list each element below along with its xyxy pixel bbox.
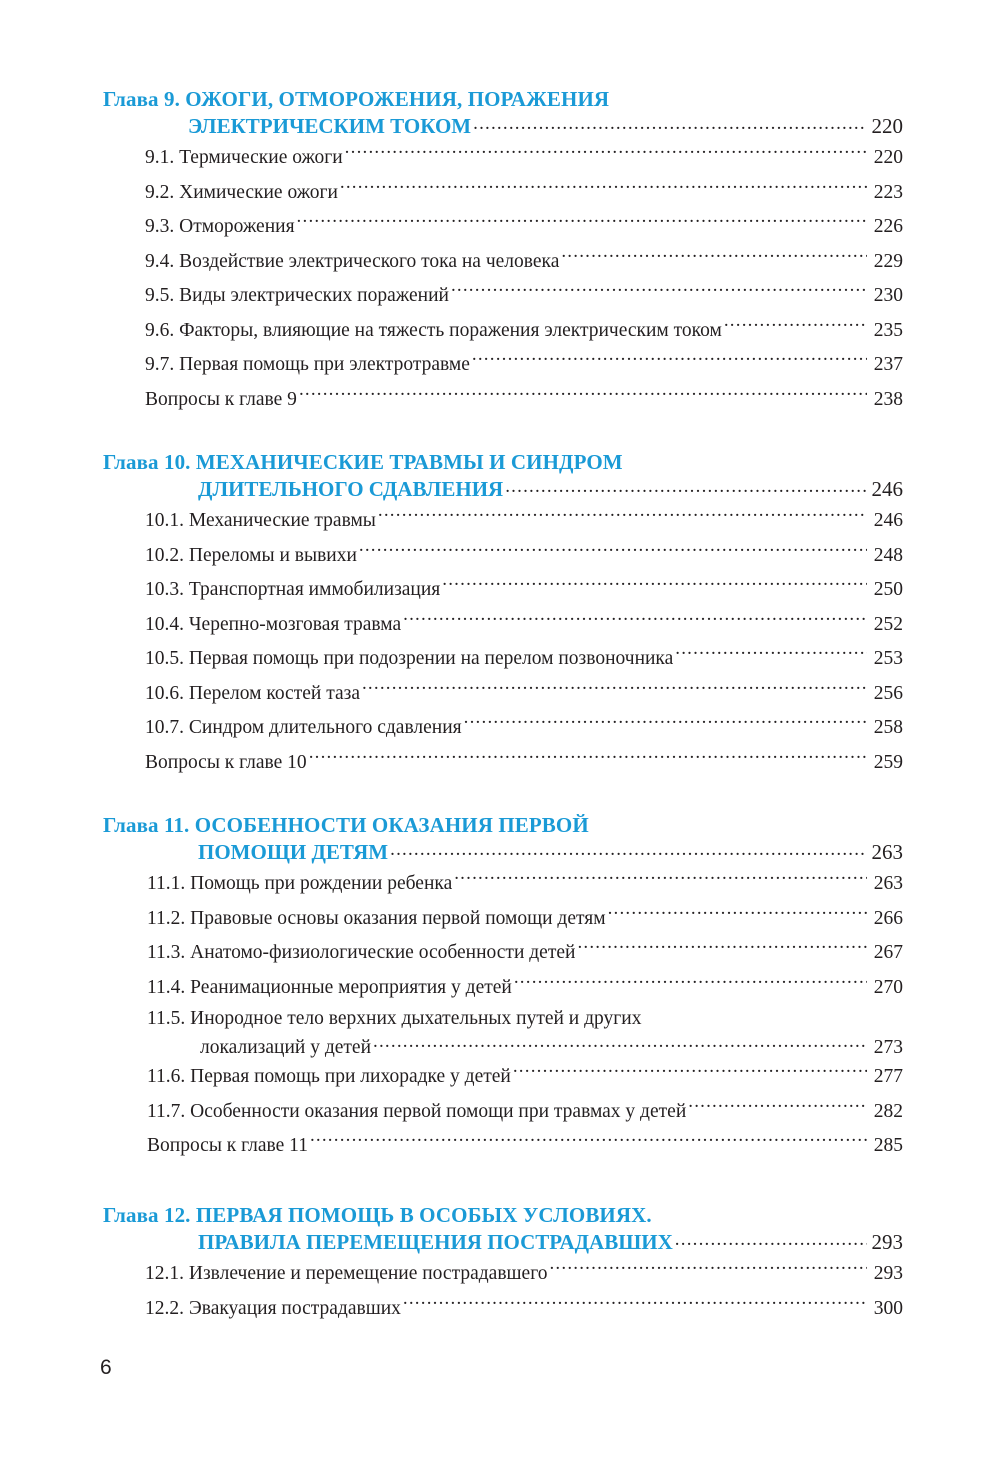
entry-label: 9.5. Виды электрических поражений bbox=[145, 285, 449, 306]
page-number: 248 bbox=[873, 544, 903, 566]
dot-leader bbox=[345, 144, 867, 164]
entry-label: локализаций у детей bbox=[200, 1036, 372, 1058]
dot-leader bbox=[403, 610, 867, 630]
entry-label: Вопросы к главе 9 bbox=[145, 388, 297, 410]
toc-entry[interactable] bbox=[103, 1257, 903, 1292]
dot-leader bbox=[549, 1260, 867, 1280]
dot-leader bbox=[577, 939, 867, 959]
dot-leader bbox=[403, 1294, 867, 1314]
dot-leader bbox=[451, 282, 867, 302]
chapter-title-line1: Глава 11. ОСОБЕННОСТИ ОКАЗАНИЯ ПЕРВОЙ bbox=[103, 813, 589, 837]
entry-label: 10.3. Транспортная иммобилизация bbox=[145, 579, 441, 600]
dot-leader bbox=[309, 748, 867, 768]
toc-entry[interactable] bbox=[103, 573, 903, 608]
dot-leader bbox=[454, 870, 867, 890]
entry-label: 11.3. Анатомо-физиологические особенности детей bbox=[147, 942, 576, 963]
toc-entry[interactable] bbox=[103, 141, 903, 176]
page-number: 230 bbox=[873, 285, 903, 306]
entry-continuation-row bbox=[103, 1033, 903, 1060]
dot-leader bbox=[340, 178, 867, 198]
dot-leader bbox=[608, 904, 867, 924]
page-number: 226 bbox=[873, 216, 903, 237]
chapter-heading-row[interactable] bbox=[103, 475, 903, 500]
toc-entry-questions[interactable] bbox=[103, 383, 903, 418]
chapter-title-line2: ПРАВИЛА ПЕРЕМЕЩЕНИЯ ПОСТРАДАВШИХ bbox=[198, 1230, 673, 1254]
page-number: 259 bbox=[873, 751, 903, 773]
page-number: 267 bbox=[873, 942, 903, 963]
page-number: 282 bbox=[873, 1100, 903, 1122]
toc-entry[interactable] bbox=[103, 608, 903, 643]
page-number: 250 bbox=[873, 579, 903, 600]
dot-leader bbox=[297, 213, 867, 233]
entry-label: 9.4. Воздействие электрического тока на человека bbox=[145, 250, 560, 272]
dot-leader bbox=[310, 1132, 867, 1152]
chapter-9 bbox=[103, 87, 903, 417]
chapter-heading-row[interactable] bbox=[103, 838, 903, 863]
toc-entry-questions[interactable] bbox=[103, 1129, 903, 1164]
entry-label: 11.7. Особенности оказания первой помощи при травмах у детей bbox=[147, 1100, 687, 1122]
chapter-title-line1: Глава 10. МЕХАНИЧЕСКИЕ ТРАВМЫ И СИНДРОМ bbox=[103, 450, 623, 474]
page-number: 293 bbox=[871, 1230, 903, 1254]
dot-leader bbox=[675, 645, 867, 665]
page-number: 229 bbox=[873, 250, 903, 272]
dot-leader bbox=[472, 351, 867, 371]
toc-entry[interactable] bbox=[103, 936, 903, 971]
page-number: 270 bbox=[873, 976, 903, 998]
footer-page-number: 6 bbox=[100, 1356, 112, 1379]
toc-entry-questions[interactable] bbox=[103, 746, 903, 781]
page-number: 266 bbox=[873, 907, 903, 929]
dot-leader bbox=[724, 316, 867, 336]
toc-entry[interactable] bbox=[103, 971, 903, 1006]
entry-label: 12.1. Извлечение и перемещение пострадавшего bbox=[145, 1263, 548, 1284]
chapter-12 bbox=[103, 1203, 903, 1326]
page-number: 235 bbox=[873, 319, 903, 341]
page-number: 277 bbox=[873, 1066, 903, 1087]
entry-label: 10.6. Перелом костей таза bbox=[145, 682, 360, 704]
toc-entry[interactable] bbox=[103, 314, 903, 349]
entry-label: 10.4. Черепно-мозговая травма bbox=[145, 613, 402, 635]
toc-entry[interactable] bbox=[103, 711, 903, 746]
entry-label-line1: 11.5. Инородное тело верхних дыхательных путей и других bbox=[147, 1008, 642, 1029]
dot-leader bbox=[373, 1033, 867, 1053]
page-number: 246 bbox=[871, 477, 903, 501]
dot-leader bbox=[442, 576, 867, 596]
chapter-heading-row[interactable] bbox=[103, 112, 903, 137]
entry-label: 9.2. Химические ожоги bbox=[145, 181, 338, 203]
chapter-title-line1: Глава 9. ОЖОГИ, ОТМОРОЖЕНИЯ, ПОРАЖЕНИЯ bbox=[103, 87, 610, 111]
chapter-title-line2: ПОМОЩИ ДЕТЯМ bbox=[198, 840, 389, 864]
dot-leader bbox=[359, 541, 867, 561]
entry-label: 10.5. Первая помощь при подозрении на перелом позвоночника bbox=[145, 648, 674, 669]
entry-label: Вопросы к главе 10 bbox=[145, 751, 307, 773]
page-number: 285 bbox=[873, 1135, 903, 1156]
dot-leader bbox=[362, 679, 867, 699]
page-number: 258 bbox=[873, 717, 903, 738]
page-number: 246 bbox=[873, 510, 903, 531]
toc-entry[interactable] bbox=[103, 279, 903, 314]
entry-label: 10.2. Переломы и вывихи bbox=[145, 544, 357, 566]
page-number: 220 bbox=[871, 114, 903, 138]
entry-label: 11.4. Реанимационные мероприятия у детей bbox=[147, 976, 512, 998]
toc-entry[interactable] bbox=[103, 1095, 903, 1130]
toc-entry[interactable] bbox=[103, 642, 903, 677]
page-number: 223 bbox=[873, 181, 903, 203]
toc-entry[interactable] bbox=[103, 210, 903, 245]
dot-leader bbox=[513, 1063, 867, 1083]
page-number: 263 bbox=[871, 840, 903, 864]
toc-entry-multiline[interactable] bbox=[103, 1005, 903, 1060]
dot-leader bbox=[390, 838, 867, 859]
entry-label: 10.1. Механические травмы bbox=[145, 510, 376, 531]
page-number: 273 bbox=[873, 1036, 903, 1058]
toc-entry[interactable] bbox=[103, 902, 903, 937]
chapter-title-line1: Глава 12. ПЕРВАЯ ПОМОЩЬ В ОСОБЫХ УСЛОВИЯХ. bbox=[103, 1203, 652, 1227]
page-number: 252 bbox=[873, 613, 903, 635]
chapter-11 bbox=[103, 813, 903, 1164]
dot-leader bbox=[514, 973, 867, 993]
dot-leader bbox=[688, 1097, 867, 1117]
dot-leader bbox=[299, 385, 867, 405]
page-number: 263 bbox=[873, 873, 903, 894]
toc-entry[interactable] bbox=[103, 1060, 903, 1095]
dot-leader bbox=[378, 507, 867, 527]
chapter-10 bbox=[103, 450, 903, 780]
entry-label: Вопросы к главе 11 bbox=[147, 1135, 308, 1156]
entry-label: 9.1. Термические ожоги bbox=[145, 147, 343, 168]
chapter-heading-row[interactable] bbox=[103, 1228, 903, 1253]
toc-entry[interactable] bbox=[103, 504, 903, 539]
toc-entry[interactable] bbox=[103, 539, 903, 574]
page-number: 300 bbox=[873, 1297, 903, 1319]
dot-leader bbox=[561, 247, 867, 267]
page-number: 238 bbox=[873, 388, 903, 410]
page-number: 220 bbox=[873, 147, 903, 168]
dot-leader bbox=[505, 475, 867, 496]
dot-leader bbox=[473, 112, 867, 133]
dot-leader bbox=[464, 714, 867, 734]
entry-label: 9.3. Отморожения bbox=[145, 216, 295, 237]
page-number: 237 bbox=[873, 354, 903, 375]
entry-label: 9.7. Первая помощь при электротравме bbox=[145, 354, 470, 375]
entry-label: 10.7. Синдром длительного сдавления bbox=[145, 717, 462, 738]
chapter-title-line2: ЭЛЕКТРИЧЕСКИМ ТОКОМ bbox=[188, 114, 472, 138]
toc-entry[interactable] bbox=[103, 176, 903, 211]
toc-entry[interactable] bbox=[103, 348, 903, 383]
page-number: 256 bbox=[873, 682, 903, 704]
toc-entry[interactable] bbox=[103, 245, 903, 280]
page-number: 293 bbox=[873, 1263, 903, 1284]
entry-label: 11.6. Первая помощь при лихорадке у детей bbox=[147, 1066, 511, 1087]
toc-entry[interactable] bbox=[103, 1292, 903, 1327]
entry-label: 9.6. Факторы, влияющие на тяжесть поражения электрическим током bbox=[145, 319, 722, 341]
toc-entry[interactable] bbox=[103, 677, 903, 712]
dot-leader bbox=[675, 1228, 867, 1249]
entry-label: 11.2. Правовые основы оказания первой помощи детям bbox=[147, 907, 606, 929]
chapter-title-line2: ДЛИТЕЛЬНОГО СДАВЛЕНИЯ bbox=[198, 477, 504, 501]
entry-label: 11.1. Помощь при рождении ребенка bbox=[147, 873, 453, 894]
page-number: 253 bbox=[873, 648, 903, 669]
entry-label: 12.2. Эвакуация пострадавших bbox=[145, 1297, 401, 1319]
toc-entry[interactable] bbox=[103, 867, 903, 902]
